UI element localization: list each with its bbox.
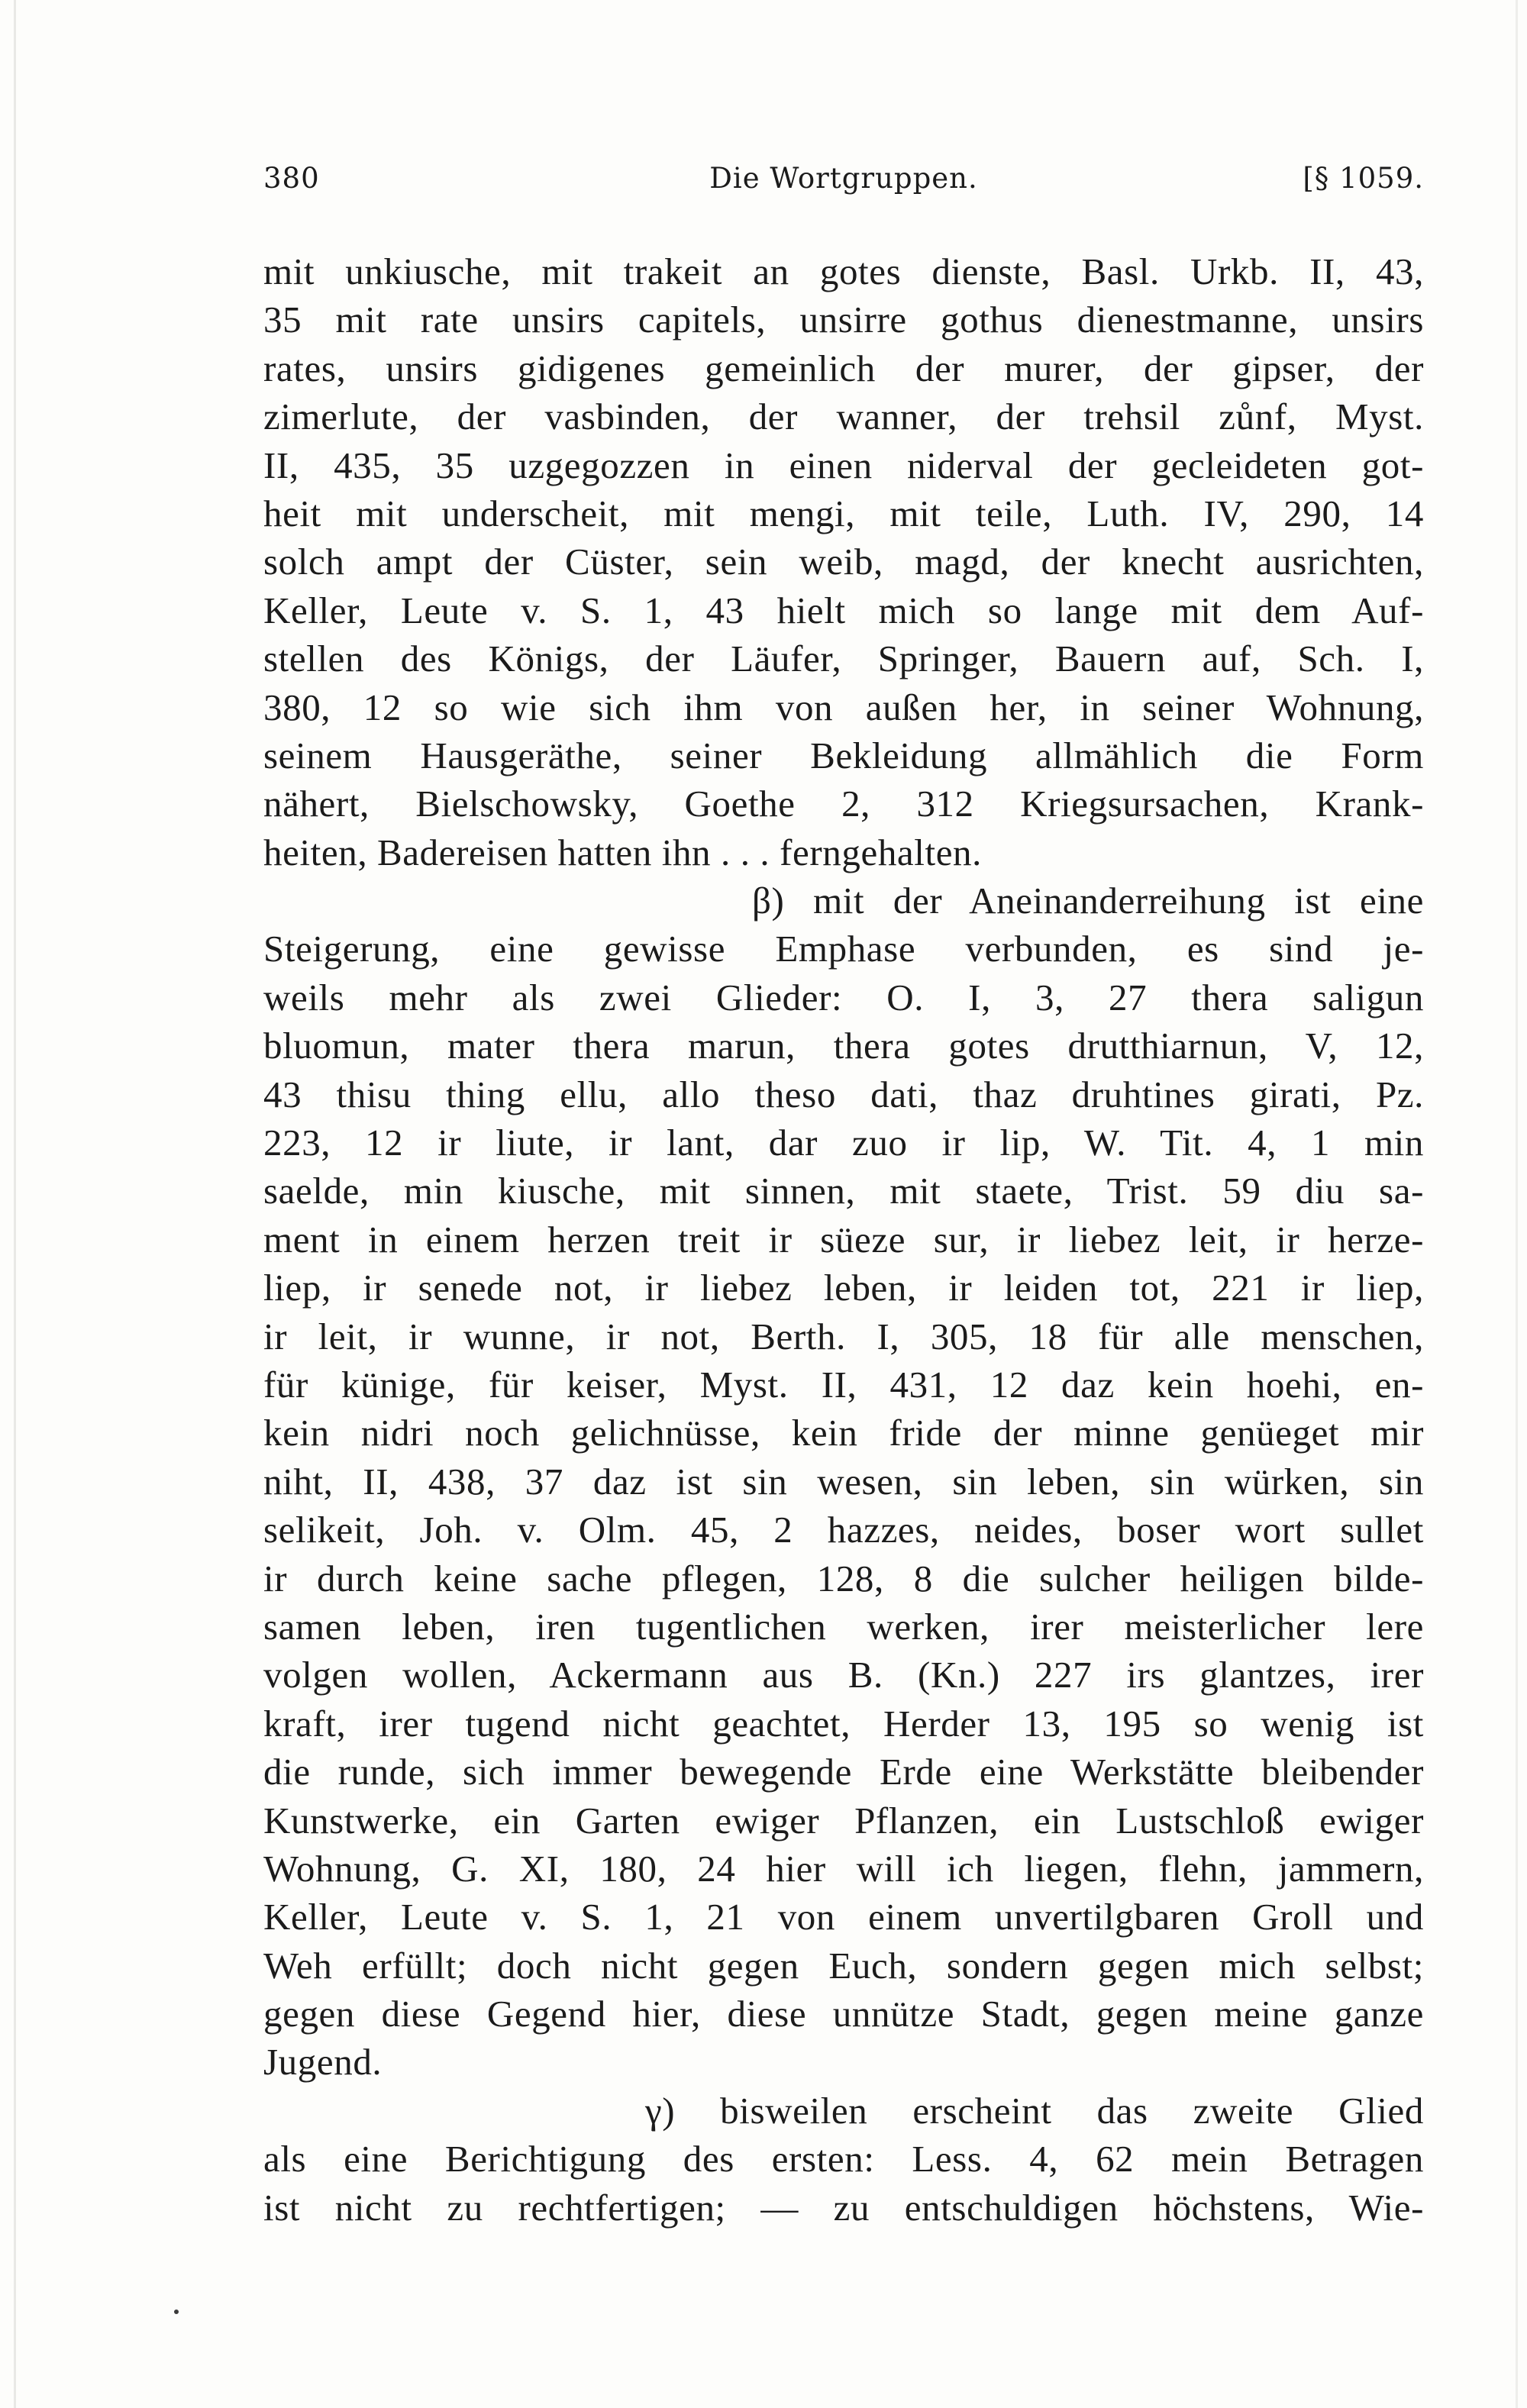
- text-line: weils mehr als zwei Glieder: O. I, 3, 27 thera saligun: [263, 976, 1424, 1018]
- text-line: liep, ir senede not, ir liebez leben, ir leiden tot, 221 ir liep,: [263, 1267, 1424, 1309]
- text-line: heiten, Badereisen hatten ihn . . . ferngehalten.: [263, 831, 982, 873]
- text-line: für künige, für keiser, Myst. II, 431, 12 daz kein hoehi, en-: [263, 1363, 1424, 1406]
- text-line: mit unkiusche, mit trakeit an gotes dienste, Basl. Urkb. II, 43,: [263, 250, 1424, 292]
- text-line: Wohnung, G. XI, 180, 24 hier will ich liegen, flehn, jammern,: [263, 1847, 1424, 1890]
- text-line: bluomun, mater thera marun, thera gotes drutthiarnun, V, 12,: [263, 1025, 1424, 1067]
- text-line: selikeit, Joh. v. Olm. 45, 2 hazzes, neides, boser wort sullet: [263, 1509, 1424, 1551]
- text-line: als eine Berichtigung des ersten: Less. 4, 62 mein Betragen: [263, 2138, 1424, 2180]
- text-line: heit mit underscheit, mit mengi, mit teile, Luth. IV, 290, 14: [263, 492, 1424, 534]
- text-line: 223, 12 ir liute, ir lant, dar zuo ir lip, W. Tit. 4, 1 min: [263, 1122, 1424, 1164]
- text-line: Keller, Leute v. S. 1, 21 von einem unvertilgbaren Groll und: [263, 1896, 1424, 1938]
- text-line: II, 435, 35 uzgegozzen in einen niderval der gecleideten got-: [263, 444, 1424, 486]
- section-reference: [§ 1059.: [1303, 162, 1424, 195]
- text-line: volgen wollen, Ackermann aus B. (Kn.) 227 irs glantzes, irer: [263, 1654, 1424, 1696]
- page-number: 380: [263, 162, 320, 195]
- scan-edge-right: [1516, 0, 1518, 2408]
- text-line: Kunstwerke, ein Garten ewiger Pflanzen, ein Lustschloß ewiger: [263, 1799, 1424, 1842]
- text-line: seinem Hausgeräthe, seiner Bekleidung allmählich die Form: [263, 734, 1424, 776]
- text-line: niht, II, 438, 37 daz ist sin wesen, sin leben, sin würken, sin: [263, 1460, 1424, 1503]
- text-line: Keller, Leute v. S. 1, 43 hielt mich so lange mit dem Auf-: [263, 589, 1424, 631]
- text-line: samen leben, iren tugentlichen werken, irer meisterlicher lere: [263, 1605, 1424, 1648]
- text-line: solch ampt der Cüster, sein weib, magd, der knecht ausrichten,: [263, 541, 1424, 583]
- body-text: [263, 247, 1424, 2232]
- text-line: kein nidri noch gelichnüsse, kein fride der minne genüeget mir: [263, 1412, 1424, 1454]
- text-line: 43 thisu thing ellu, allo theso dati, thaz druhtines girati, Pz.: [263, 1073, 1424, 1115]
- chapter-title: Die Wortgruppen.: [709, 162, 978, 195]
- paragraph-gamma-start: γ) bisweilen erscheint das zweite Glied: [645, 2089, 1424, 2132]
- scan-speck: [174, 2310, 179, 2314]
- text-line: ir durch keine sache pflegen, 128, 8 die sulcher heiligen bilde-: [263, 1557, 1424, 1599]
- text-line: kraft, irer tugend nicht geachtet, Herder 13, 195 so wenig ist: [263, 1702, 1424, 1745]
- text-line: die runde, sich immer bewegende Erde eine Werkstätte bleibender: [263, 1751, 1424, 1793]
- paragraph-beta-start: β) mit der Aneinanderreihung ist eine: [752, 880, 1424, 922]
- text-line: stellen des Königs, der Läufer, Springer, Bauern auf, Sch. I,: [263, 638, 1424, 680]
- text-line: ment in einem herzen treit ir süeze sur, ir liebez leit, ir herze-: [263, 1218, 1424, 1260]
- text-line: saelde, min kiusche, mit sinnen, mit staete, Trist. 59 diu sa-: [263, 1170, 1424, 1212]
- text-line: Weh erfüllt; doch nicht gegen Euch, sondern gegen mich selbst;: [263, 1944, 1424, 1987]
- running-head: [263, 156, 1424, 202]
- text-line: Jugend.: [263, 2041, 383, 2084]
- text-line: gegen diese Gegend hier, diese unnütze Stadt, gegen meine ganze: [263, 1993, 1424, 2035]
- text-line: Steigerung, eine gewisse Emphase verbunden, es sind je-: [263, 928, 1424, 970]
- text-line: nähert, Bielschowsky, Goethe 2, 312 Kriegsursachen, Krank-: [263, 783, 1424, 825]
- text-line: rates, unsirs gidigenes gemeinlich der murer, der gipser, der: [263, 347, 1424, 389]
- text-line: zimerlute, der vasbinden, der wanner, der trehsil zůnf, Myst.: [263, 395, 1424, 438]
- text-line: 380, 12 so wie sich ihm von außen her, in seiner Wohnung,: [263, 686, 1424, 728]
- scan-edge-left: [14, 0, 16, 2408]
- text-line: ir leit, ir wunne, ir not, Berth. I, 305, 18 für alle menschen,: [263, 1315, 1424, 1357]
- text-line: ist nicht zu rechtfertigen; — zu entschuldigen höchstens, Wie-: [263, 2186, 1424, 2229]
- text-line: 35 mit rate unsirs capitels, unsirre gothus dienestmanne, unsirs: [263, 299, 1424, 341]
